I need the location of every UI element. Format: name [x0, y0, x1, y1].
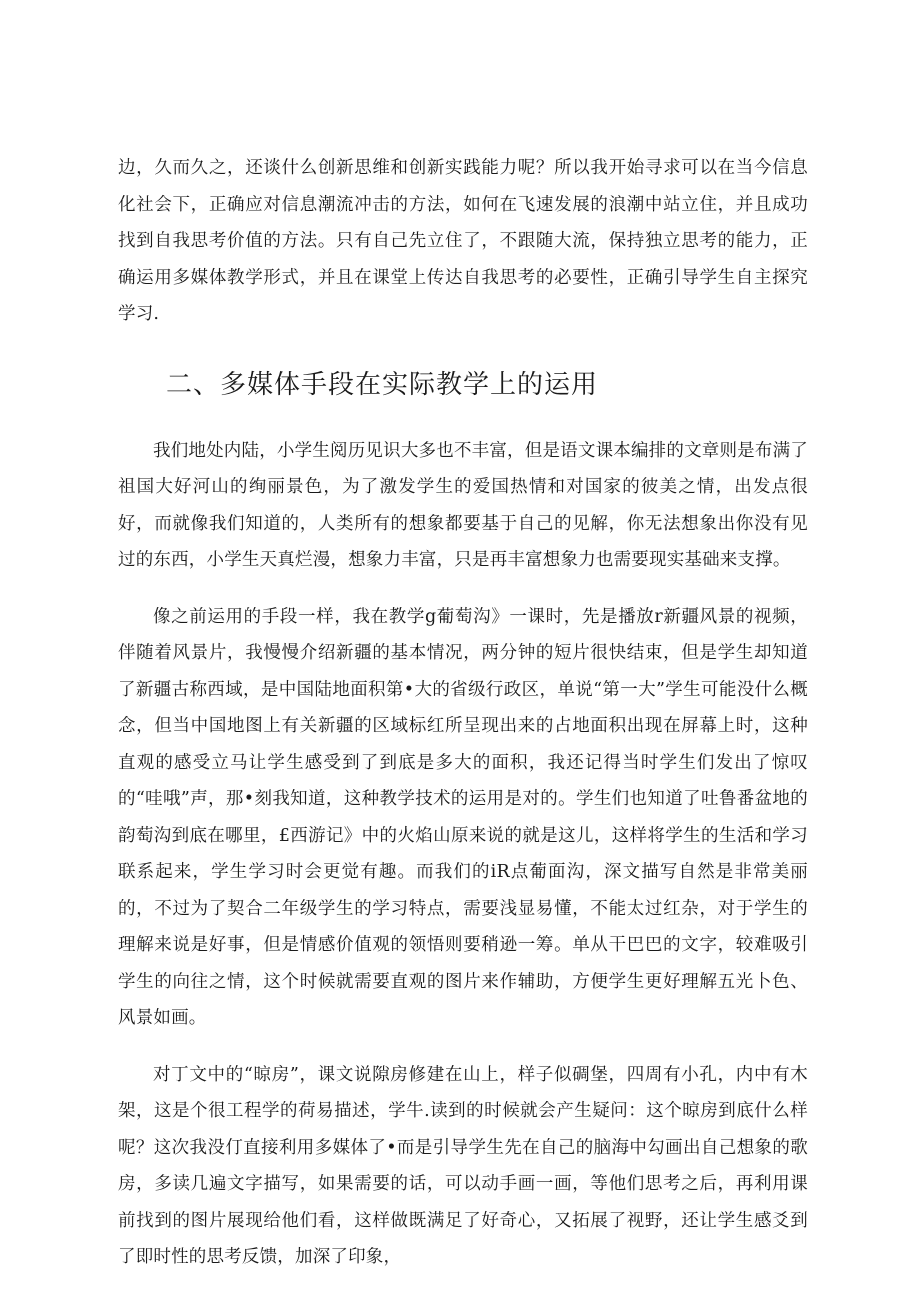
paragraph-spacer: [118, 579, 808, 599]
paragraph-drying-house: 对丁文中的“晾房”，课文说隙房修建在山上，样子似碉堡，四周有小孔，内中有木架，这是个很工程学的荷易描述，学牛.读到的时候就会产生疑问：这个晾房到底什么样呢？这次我没仃直接利用多媒体了•而是引导学生先在自己的脑海中勾画出自己想象的歌房，多读几遍文字描写，如果需要的话，可以动手画一画，等他们思考之后，再利用课前找到的图片展现给他们看，这样做既满足了好奇心，又拓展了视野，还让学生感爻到了即时性的思考反馈，加深了印象，: [118, 1064, 808, 1267]
paragraph-spacer: [118, 1037, 808, 1057]
paragraph-grape-valley-lesson: 像之前运用的手段一样，我在教学g葡萄沟》一课时，先是播放r新疆风景的视频，伴随着风景片，我慢慢介绍新疆的基本情况，两分钟的短片很快结束，但是学生却知道了新疆古称西域，是中国陆地面积第•大的省级行政区，单说“第一大”学生可能没什么概念，但当中国地图上有关新疆的区域标红所呈现出来的占地面积出现在屏幕上时，这种直观的感受立马让学生感受到了到底是多大的面积，我还记得当时学生们发出了惊叹的“哇哦”声，那•刻我知道，这种教学技术的运用是对的。学生们也知道了吐鲁番盆地的韵萄沟到底在哪里，£西游记》中的火焰山原来说的就是这儿，这样将学生的生活和学习联系起来，学生学习时会更觉有趣。而我们的iR点葡面沟，深文描写自然是非常美丽的，不过为了契合二年级学生的学习特点，需要浅显易懂，不能太过红杂，对于学生的理解来说是好事，但是情感价值观的领悟则要稍逊一筹。单从干巴巴的文字，较难吸引学生的向往之情，这个时候就需要直观的图片来作辅助，方便学生更好理解五光卜色、风景如画。: [118, 606, 808, 1028]
section-heading: 二、多媒体手段在实际教学上的运用: [166, 369, 599, 400]
document-body: [118, 150, 808, 1276]
paragraph-inland-context: 我们地处内陆，小学生阅历见识大多也不丰富，但是语文课本编排的文章则是布满了祖国大好河山的绚丽景色，为了激发学生的爱国热情和对国家的彼美之情，出发点很好，而就像我们知道的，人类所有的想象都要基于自己的见解，你无法想象出你没有见过的东西，小学生天真烂漫，想象力丰富，只是再丰富想象力也需要现实基础来支撑。: [118, 440, 808, 570]
paragraph-continued: 边，久而久之，还谈什么创新思维和创新实践能力呢？所以我开始寻求可以在当今信息化社会下，正确应对信息潮流冲击的方法，如何在飞速发展的浪潮中站立住，并且成功找到自我思考价值的方法。只有自己先立住了，不跟随大流，保持独立思考的能力，正确运用多媒体教学形式，并且在课堂上传达自我思考的必要性，正确引导学生自主探究学习.: [118, 158, 808, 324]
